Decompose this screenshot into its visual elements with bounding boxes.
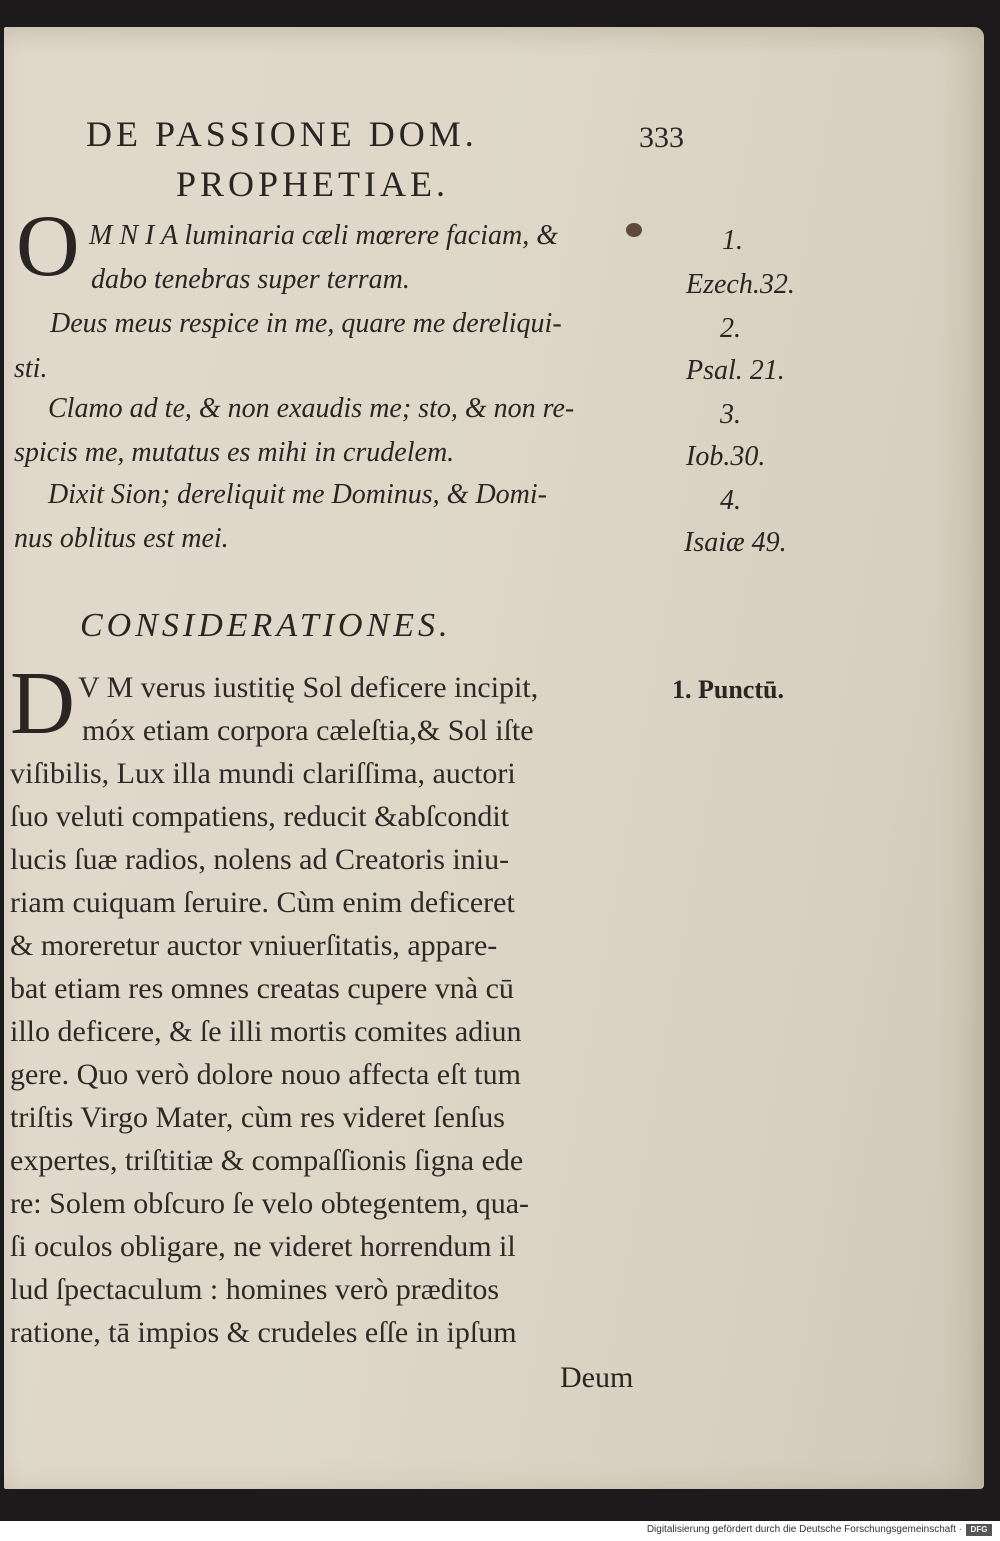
prophecy-line: Deus meus respice in me, quare me dereliqui- [50, 308, 562, 339]
body-line: bat etiam res omnes creatas cupere vnà cū [10, 972, 514, 1005]
page-title-line2: PROPHETIAE. [176, 164, 450, 204]
body-line: lud ſpectaculum : homines verò præditos [10, 1273, 500, 1306]
prophecy-line: M N I A luminaria cæli mœrere faciam, & [89, 220, 558, 251]
body-line: viſibilis, Lux illa mundi clariſſima, auctori [10, 757, 516, 790]
margin-note: 1. [722, 225, 743, 256]
margin-note: 3. [720, 399, 741, 430]
margin-note: Isaiæ 49. [684, 527, 787, 558]
margin-note: 2. [720, 313, 741, 344]
margin-note: Psal. 21. [686, 355, 785, 386]
margin-note: Iob.30. [686, 441, 766, 472]
catchword: Deum [560, 1361, 634, 1394]
prophecy-line: spicis me, mutatus es mihi in crudelem. [14, 437, 455, 468]
drop-cap-d: D [10, 654, 75, 753]
prophecy-line: dabo tenebras super terram. [91, 264, 410, 295]
ink-stain [626, 223, 642, 237]
body-line: gere. Quo verò dolore nouo affecta eſt tum [10, 1058, 521, 1091]
book-page [4, 27, 984, 1489]
drop-cap-o: O [16, 198, 80, 295]
body-line: ratione, tā impios & crudeles eſſe in ipſum [10, 1316, 517, 1349]
body-line: V M verus iustitię Sol deficere incipit, [78, 671, 539, 704]
section-heading: CONSIDERATIONES. [80, 607, 452, 644]
body-line: ſi oculos obligare, ne videret horrendum il [10, 1230, 516, 1263]
margin-note: Ezech.32. [686, 269, 795, 300]
body-line: re: Solem obſcuro ſe velo obtegentem, qua- [10, 1187, 530, 1220]
margin-note: 4. [720, 485, 741, 516]
body-line: ſuo veluti compatiens, reducit &abſcondit [10, 800, 510, 833]
prophecy-line: Clamo ad te, & non exaudis me; sto, & non re- [48, 393, 575, 424]
page-number: 333 [639, 121, 684, 154]
prophecy-line: Dixit Sion; dereliquit me Dominus, & Domi- [48, 479, 548, 510]
body-line: & moreretur auctor vniuerſitatis, appare- [10, 929, 498, 962]
body-line: expertes, triſtitiæ & compaſſionis ſigna ede [10, 1144, 524, 1177]
body-line: illo deficere, & ſe illi mortis comites adiun [10, 1015, 522, 1048]
body-line: triſtis Virgo Mater, cùm res videret ſenſus [10, 1101, 505, 1134]
body-line: móx etiam corpora cæleſtia,& Sol iſte [82, 714, 534, 747]
body-line: riam cuiquam ſeruire. Cùm enim deficeret [10, 886, 515, 919]
body-line: lucis ſuæ radios, nolens ad Creatoris iniu- [10, 843, 510, 876]
page-title-line1: DE PASSIONE DOM. [86, 114, 478, 154]
dfg-logo: DFG [966, 1524, 992, 1536]
funding-credit: Digitalisierung gefördert durch die Deutsche Forschungsgemeinschaft · [646, 1524, 962, 1535]
margin-note-punctum: 1. Punctū. [672, 675, 784, 704]
prophecy-line: sti. [14, 353, 48, 384]
prophecy-line: nus oblitus est mei. [14, 523, 229, 554]
